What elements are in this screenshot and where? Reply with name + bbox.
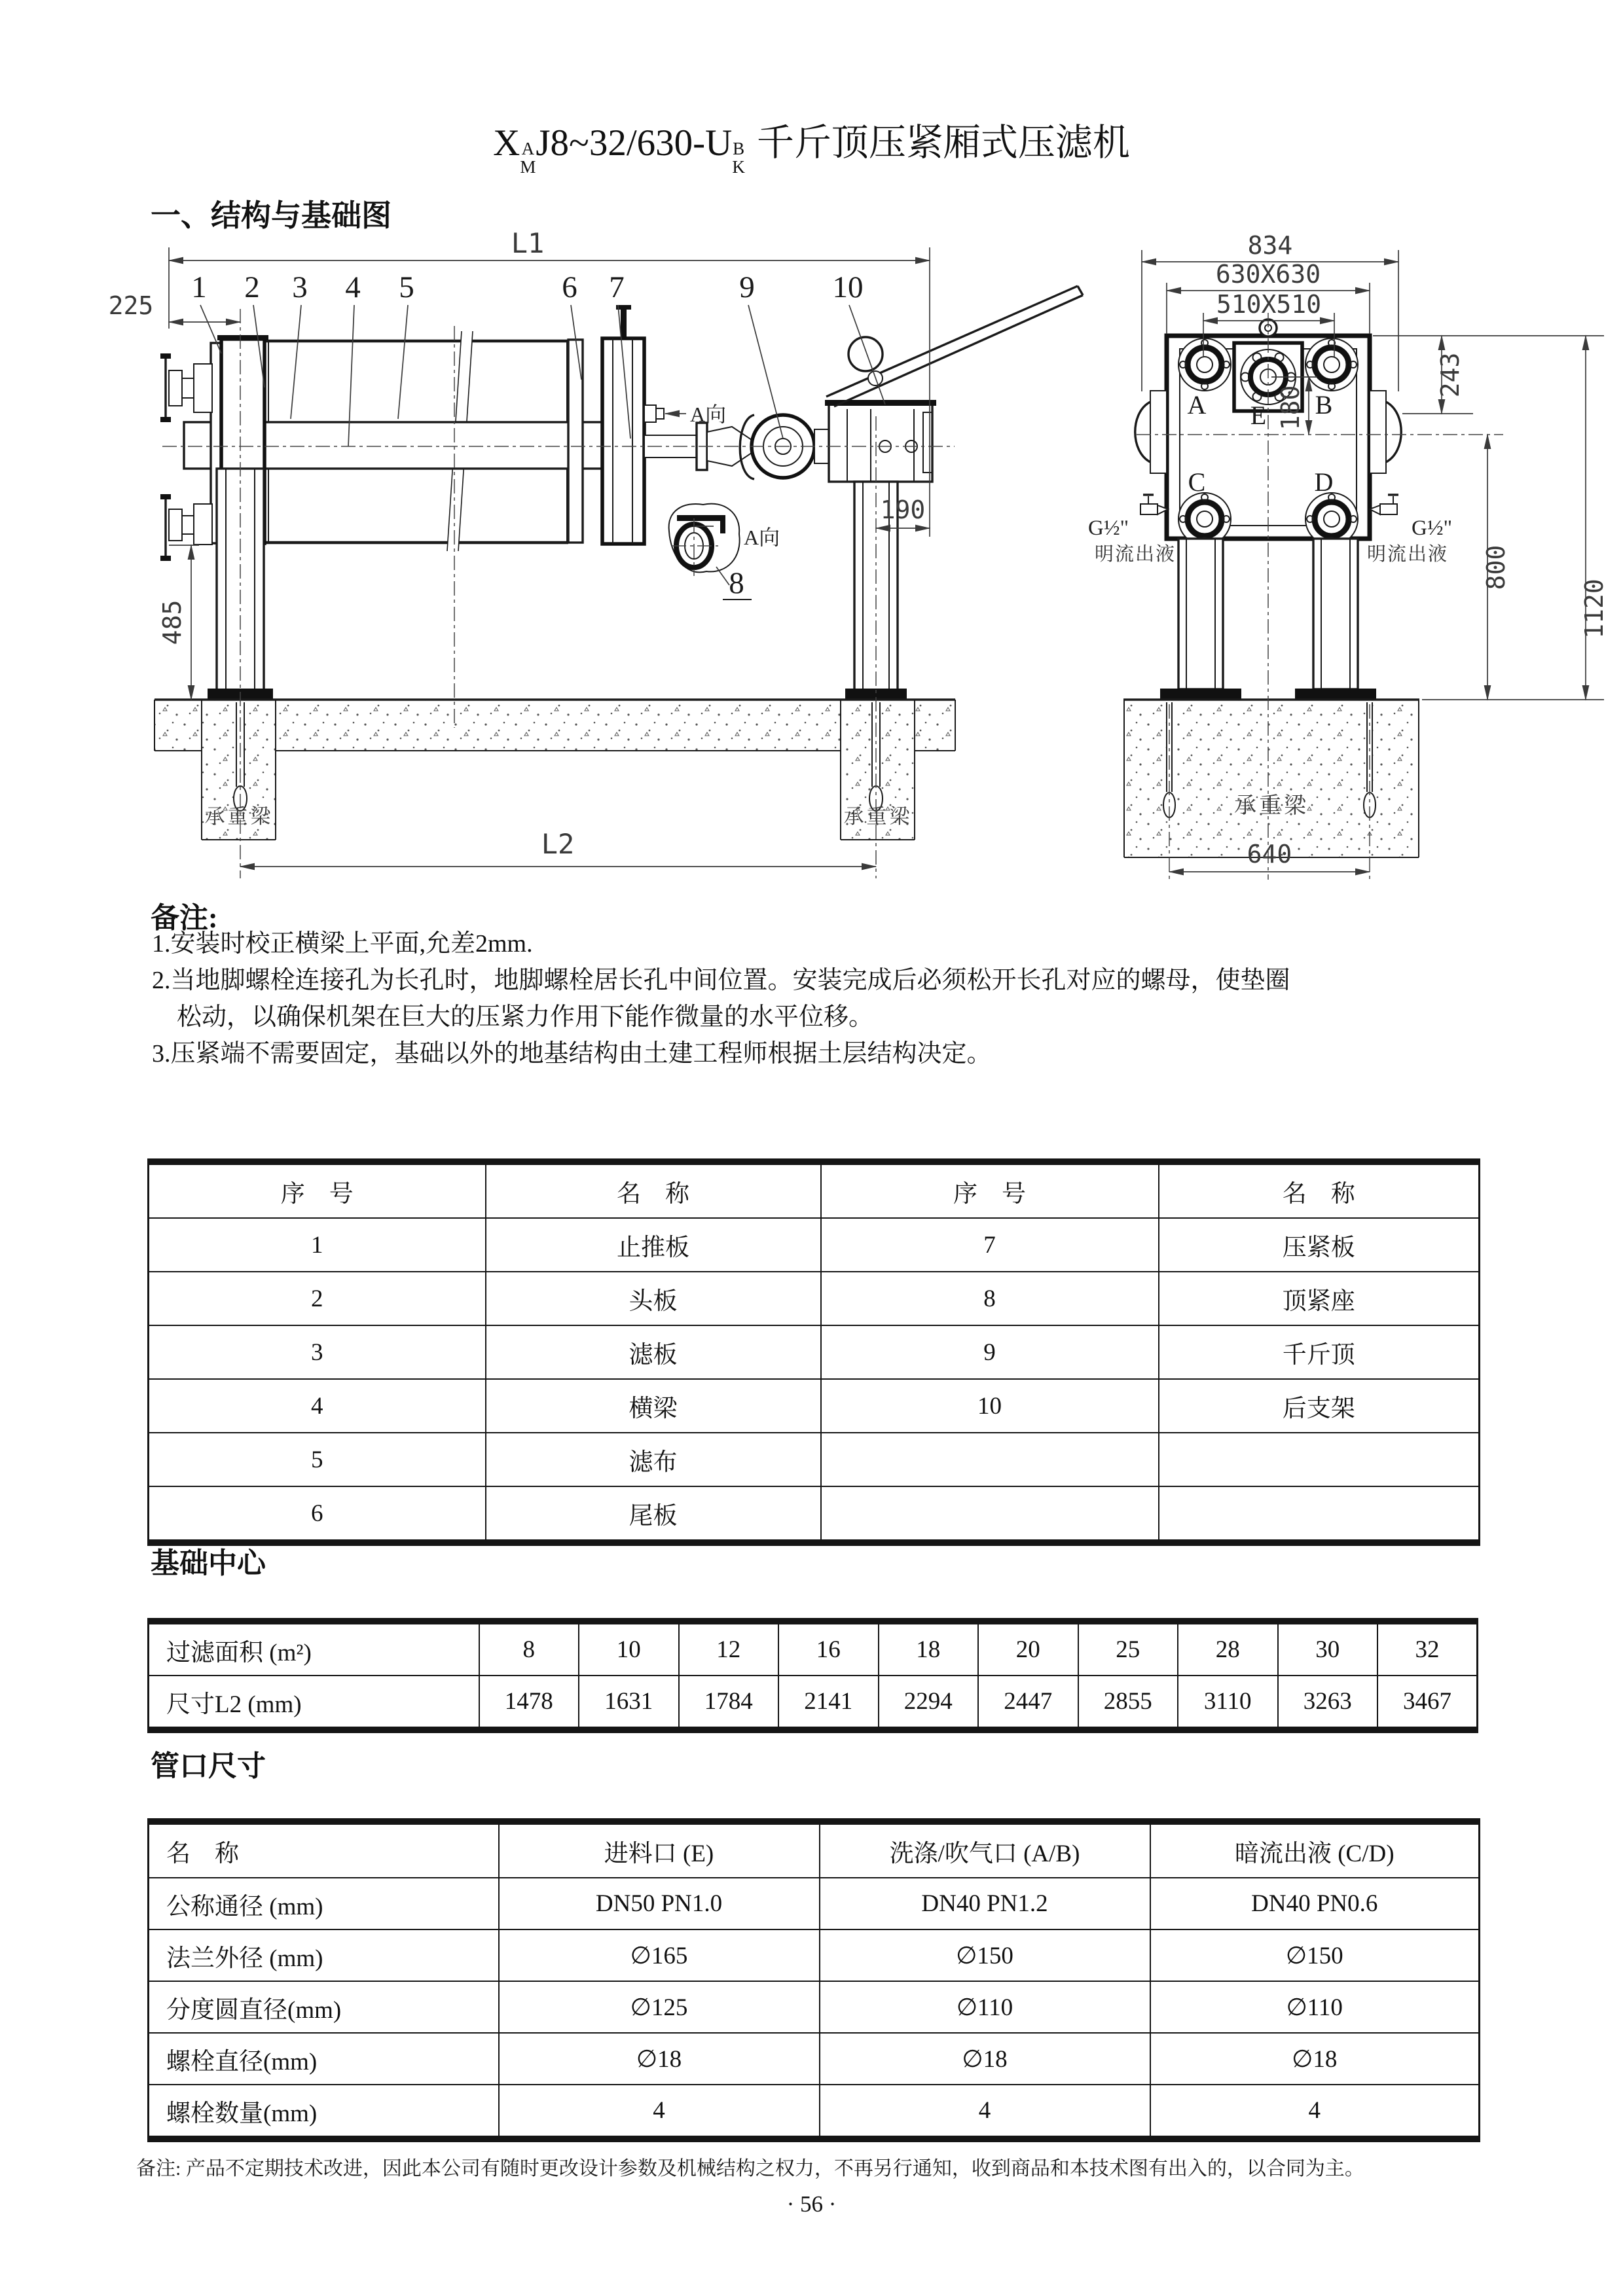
table-cell: 18 — [879, 1621, 979, 1676]
table-cell: 1784 — [679, 1676, 779, 1730]
dim-485-label: 485 — [158, 600, 187, 645]
page-title — [0, 113, 1623, 176]
table-row — [149, 1821, 1480, 1878]
table-row — [149, 1486, 1480, 1543]
column-header: 暗流出液 (C/D) — [1150, 1821, 1480, 1878]
table-cell: ∅18 — [1150, 2033, 1480, 2085]
callout-4: 4 — [345, 270, 361, 304]
port-flange-b — [1305, 338, 1358, 391]
dim-630x630-label: 630X630 — [1215, 260, 1321, 289]
a-view-detail — [669, 504, 780, 600]
dim-180-label: 180 — [1276, 385, 1305, 431]
structure-foundation-diagram — [0, 223, 1623, 923]
table-cell: 3 — [149, 1325, 486, 1379]
jack-handle — [826, 286, 1083, 406]
table-row — [149, 1433, 1480, 1486]
table-cell: 12 — [679, 1621, 779, 1676]
table-cell: ∅165 — [499, 1929, 820, 1981]
pressing-plate — [602, 305, 664, 544]
callout-1: 1 — [191, 270, 207, 304]
parts-table — [147, 1158, 1480, 1546]
callout-2: 2 — [244, 270, 260, 304]
table-cell: 4 — [1150, 2085, 1480, 2139]
model-prefix: X — [493, 122, 520, 164]
table-cell: 后支架 — [1159, 1379, 1480, 1433]
model-name-cn: 千斤顶压紧厢式压滤机 — [756, 122, 1130, 164]
callout-10: 10 — [832, 270, 864, 304]
table-cell — [821, 1486, 1159, 1543]
table-row — [149, 1929, 1480, 1981]
port-label-b: B — [1315, 390, 1333, 420]
lower-inlet-handwheel — [160, 494, 212, 561]
right-drain-tap — [1370, 495, 1398, 514]
note-line-3: 松动，以确保机架在巨大的压紧力作用下能作微量的水平位移。 — [177, 1003, 874, 1031]
bearing-beam-label: 承重梁 — [204, 805, 274, 828]
table-cell: ∅110 — [820, 1981, 1150, 2033]
table-cell: 9 — [821, 1325, 1159, 1379]
rear-support — [825, 400, 936, 482]
table-cell: 压紧板 — [1159, 1218, 1480, 1272]
table-cell: 2 — [149, 1272, 486, 1325]
column-header: 名 称 — [486, 1162, 821, 1218]
dim-243-label: 243 — [1436, 352, 1465, 398]
table-cell: 顶紧座 — [1159, 1272, 1480, 1325]
open-outflow-label-right: 明流出液 — [1366, 544, 1449, 565]
table-cell: 滤布 — [486, 1433, 821, 1486]
a-view-arrow-label: A向 — [690, 403, 727, 426]
left-side-view — [109, 227, 1083, 878]
table-row — [149, 1272, 1480, 1325]
table-row — [149, 1676, 1478, 1730]
port-flange-d — [1305, 493, 1358, 545]
table-cell: 止推板 — [486, 1218, 821, 1272]
table-cell: 10 — [579, 1621, 679, 1676]
column-header: 序 号 — [149, 1162, 486, 1218]
table-cell: 1478 — [479, 1676, 579, 1730]
dim-190-label: 190 — [880, 495, 926, 524]
table-cell — [1159, 1486, 1480, 1543]
table-row — [149, 1325, 1480, 1379]
table-cell: 8 — [821, 1272, 1159, 1325]
dim-1120-label: 1120 — [1580, 579, 1609, 639]
column-header: 进料口 (E) — [499, 1821, 820, 1878]
row-label: 螺栓数量(mm) — [149, 2085, 499, 2139]
left-drain-tap — [1140, 495, 1168, 514]
port-flange-c — [1178, 493, 1231, 545]
page-number: · 56 · — [786, 2191, 837, 2217]
pipe-ports-table — [147, 1818, 1480, 2142]
table-cell: 尾板 — [486, 1486, 821, 1543]
table-cell: DN40 PN1.2 — [820, 1878, 1150, 1929]
table-cell: ∅18 — [820, 2033, 1150, 2085]
port-label-c: C — [1188, 467, 1206, 497]
column-header: 洗涤/吹气口 (A/B) — [820, 1821, 1150, 1878]
table-cell: 8 — [479, 1621, 579, 1676]
port-label-d: D — [1314, 467, 1334, 497]
foundation-heading: 基础中心 — [151, 1547, 266, 1579]
table-row — [149, 1878, 1480, 1929]
table-cell: 4 — [499, 2085, 820, 2139]
table-cell: 30 — [1278, 1621, 1378, 1676]
table-cell: 1631 — [579, 1676, 679, 1730]
table-row — [149, 2085, 1480, 2139]
table-cell: 6 — [149, 1486, 486, 1543]
dim-225-label: 225 — [108, 291, 154, 320]
table-cell: 千斤顶 — [1159, 1325, 1480, 1379]
table-cell: ∅18 — [499, 2033, 820, 2085]
foundation-left-view — [155, 700, 955, 840]
row-label: 螺栓直径(mm) — [149, 2033, 499, 2085]
upper-inlet-handwheel — [160, 353, 212, 422]
table-cell: 5 — [149, 1433, 486, 1486]
port-label-e: E — [1250, 401, 1267, 430]
table-cell: 1 — [149, 1218, 486, 1272]
row-label: 过滤面积 (m²) — [149, 1621, 479, 1676]
table-cell: 28 — [1178, 1621, 1278, 1676]
table-row — [149, 2033, 1480, 2085]
port-flange-a — [1178, 338, 1231, 391]
table-cell: 3467 — [1377, 1676, 1478, 1730]
callout-3: 3 — [292, 270, 308, 304]
dim-l1-label: L1 — [511, 227, 545, 259]
row-label: 尺寸L2 (mm) — [149, 1676, 479, 1730]
table-cell: 2294 — [879, 1676, 979, 1730]
model-superscript-b-k: B K — [732, 139, 745, 177]
a-view-detail-label: A向 — [744, 526, 780, 549]
row-label: 分度圆直径(mm) — [149, 1981, 499, 2033]
table-cell: ∅150 — [820, 1929, 1150, 1981]
table-row — [149, 1621, 1478, 1676]
column-header: 名 称 — [149, 1821, 499, 1878]
dim-l2-label: L2 — [541, 828, 575, 860]
port-label-a: A — [1187, 390, 1207, 420]
note-line-1: 1.安装时校正横梁上平面,允差2mm. — [152, 930, 533, 958]
bearing-beam-label: 承重梁 — [843, 805, 913, 828]
table-cell: DN40 PN0.6 — [1150, 1878, 1480, 1929]
model-superscript-a-m: A M — [520, 139, 536, 177]
footer-disclaimer: 备注: 产品不定期技术改进，因此本公司有随时更改设计参数及机械结构之权力，不再另行通知，收到商品和本技术图有出入的，以合同为主。 — [136, 2158, 1364, 2179]
note-line-2: 2.当地脚螺栓连接孔为长孔时，地脚螺栓居长孔中间位置。安装完成后必须松开长孔对应的螺母，使垫圈 — [152, 967, 1290, 994]
section-structure-heading: 一、结构与基础图 — [151, 199, 392, 232]
table-row — [149, 1981, 1480, 2033]
table-cell: 10 — [821, 1379, 1159, 1433]
table-cell: 2141 — [778, 1676, 879, 1730]
callout-7: 7 — [609, 270, 625, 304]
dim-800-label: 800 — [1482, 545, 1510, 590]
notes-heading: 备注: — [151, 902, 218, 934]
tap-size-label-left: G½" — [1088, 516, 1129, 540]
column-header: 名 称 — [1159, 1162, 1480, 1218]
table-cell: 25 — [1078, 1621, 1178, 1676]
table-row — [149, 1379, 1480, 1433]
note-line-4: 3.压紧端不需要固定，基础以外的地基结构由土建工程师根据土层结构决定。 — [152, 1040, 992, 1067]
table-cell — [1159, 1433, 1480, 1486]
table-cell: 3110 — [1178, 1676, 1278, 1730]
table-cell: 滤板 — [486, 1325, 821, 1379]
jack-assembly — [644, 415, 829, 479]
table-cell: 3263 — [1278, 1676, 1378, 1730]
table-cell: 横梁 — [486, 1379, 821, 1433]
bearing-beam-label: 承重梁 — [1234, 794, 1309, 818]
row-label: 公称通径 (mm) — [149, 1878, 499, 1929]
table-cell: ∅125 — [499, 1981, 820, 2033]
table-cell: 2447 — [978, 1676, 1078, 1730]
callout-5: 5 — [399, 270, 414, 304]
table-cell: 16 — [778, 1621, 879, 1676]
table-cell: 2855 — [1078, 1676, 1178, 1730]
table-cell: 32 — [1377, 1621, 1478, 1676]
table-cell — [821, 1433, 1159, 1486]
table-cell: 4 — [149, 1379, 486, 1433]
table-row — [149, 1162, 1480, 1218]
foundation-end-view — [1123, 700, 1419, 857]
pipe-ports-heading: 管口尺寸 — [151, 1750, 266, 1782]
dim-834-label: 834 — [1247, 231, 1293, 260]
table-cell: ∅110 — [1150, 1981, 1480, 2033]
dim-510x510-label: 510X510 — [1216, 290, 1322, 319]
table-cell: 4 — [820, 2085, 1150, 2139]
model-mid: J8~32/630-U — [536, 122, 733, 164]
callout-9: 9 — [739, 270, 755, 304]
table-cell: 头板 — [486, 1272, 821, 1325]
dim-640-label: 640 — [1247, 840, 1292, 869]
table-cell: DN50 PN1.0 — [499, 1878, 820, 1929]
row-label: 法兰外径 (mm) — [149, 1929, 499, 1981]
callout-8: 8 — [729, 566, 744, 600]
right-end-view — [1088, 231, 1609, 881]
table-cell: 20 — [978, 1621, 1078, 1676]
table-cell: ∅150 — [1150, 1929, 1480, 1981]
column-header: 序 号 — [821, 1162, 1159, 1218]
tap-size-label-right: G½" — [1412, 516, 1453, 540]
callout-6: 6 — [562, 270, 577, 304]
table-cell: 7 — [821, 1218, 1159, 1272]
foundation-table — [147, 1618, 1478, 1733]
table-row — [149, 1218, 1480, 1272]
open-outflow-label-left: 明流出液 — [1094, 544, 1176, 565]
